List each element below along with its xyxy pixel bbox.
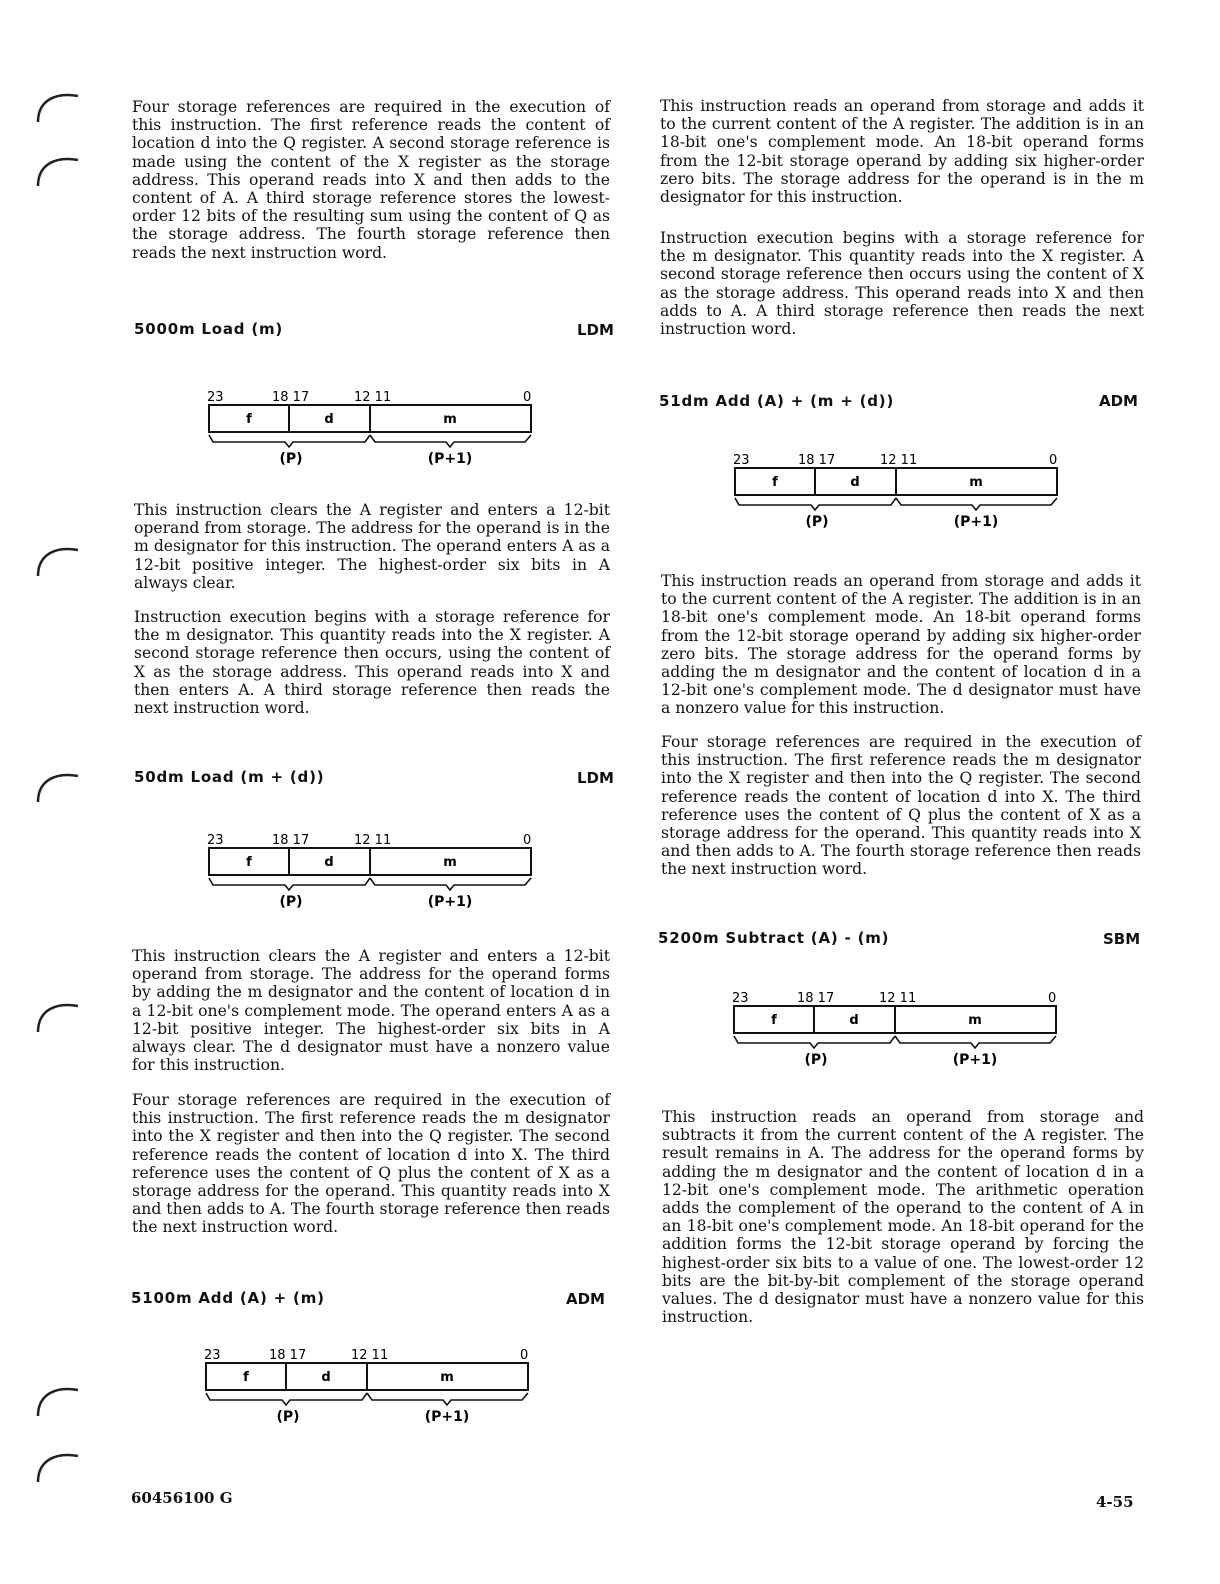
- word-bracket-p: [209, 435, 370, 447]
- section-title-50dm: 50dm Load (m + (d)): [134, 768, 325, 786]
- word-bracket-p1: [370, 878, 531, 890]
- section-title-5200m: 5200m Subtract (A) - (m): [658, 929, 890, 947]
- field-m: m: [440, 1370, 454, 1385]
- word-bracket-p1: [896, 498, 1057, 510]
- word-label-p1: (P+1): [427, 451, 473, 467]
- section-paragraph: Instruction execution begins with a storage reference for the m designator. This quantity reads into the X register. A second storage reference then occurs, using the content of X as the storage address. This operand reads into X and then enters A. A third storage reference then reads the next instruction word.: [134, 608, 610, 718]
- field-m: m: [443, 855, 457, 870]
- field-m: m: [443, 412, 457, 427]
- binder-hole: [32, 86, 82, 136]
- bit-label-0: 0: [523, 390, 532, 405]
- word-label-p1: (P+1): [424, 1409, 470, 1425]
- section-paragraph: This instruction reads an operand from storage and subtracts it from the current content of the A register. The result remains in A. The address for the operand forms by adding the m designator and the content of location d in a 12-bit one's complement mode. The arithmetic operation adds the complement of the operand to the content of A in an 18-bit one's complement mode. An 18-bit operand for the addition forms the 12-bit storage operand by forcing the highest-order six bits to a value of one. The lowest-order 12 bits are the bit-by-bit complement of the storage operand values. The d designator must have a nonzero value for this instruction.: [662, 1108, 1144, 1327]
- instruction-format-diagram: [205, 387, 545, 467]
- section-paragraph: Four storage references are required in the execution of this instruction. The first reference reads the m designator into the X register and then into the Q register. The second reference reads the content of location d into X. The third reference uses the content of Q plus the content of X as a storage address for the operand. This quantity reads into X and then adds to A. The fourth storage reference then reads the next instruction word.: [661, 733, 1141, 879]
- field-f: f: [243, 1370, 249, 1385]
- bit-label-23: 23: [207, 833, 224, 848]
- field-d: d: [324, 855, 334, 870]
- bit-label-18-17: 18 17: [272, 390, 310, 405]
- bit-label-0: 0: [523, 833, 532, 848]
- bit-label-12-11: 12 11: [354, 833, 392, 848]
- binder-hole: [32, 150, 82, 200]
- section-paragraph: This instruction clears the A register and enters a 12-bit operand from storage. The address for the operand forms by adding the m designator and the content of location d in a 12-bit one's complement mode. The operand enters A as a 12-bit positive integer. The highest-order six bits in A always clear. The d designator must have a nonzero value for this instruction.: [132, 947, 610, 1075]
- bit-label-23: 23: [204, 1348, 221, 1363]
- right-intro-paragraph: Instruction execution begins with a storage reference for the m designator. This quantity reads into the X register. A second storage reference then occurs using the content of X as the storage address. This operand reads into X and then adds to A. A third storage reference then reads the next instruction word.: [660, 229, 1144, 339]
- field-m: m: [969, 475, 983, 490]
- bit-label-0: 0: [520, 1348, 529, 1363]
- section-paragraph: This instruction reads an operand from storage and adds it to the current content of the A register. The addition is in an 18-bit one's complement mode. An 18-bit operand forms from the 12-bit storage operand by adding six higher-order zero bits. The storage address for the operand forms by adding the m designator and the content of location d in a 12-bit one's complement mode. The d designator must have a nonzero value for this instruction.: [661, 572, 1141, 718]
- field-d: d: [849, 1013, 859, 1028]
- left-intro-paragraph: Four storage references are required in the execution of this instruction. The first reference reads the content of location d into the Q register. A second storage reference is made using the content of the X register as the storage address. This operand reads into X and then adds to the content of A. A third storage reference stores the lowest-order 12 bits of the resulting sum using the content of Q as the storage address. The fourth storage reference then reads the next instruction word.: [132, 98, 610, 262]
- word-bracket-p1: [895, 1036, 1056, 1048]
- section-mnemonic-50dm: LDM: [577, 769, 614, 787]
- binder-hole: [32, 540, 82, 590]
- field-f: f: [246, 412, 252, 427]
- word-bracket-p: [209, 878, 370, 890]
- section-paragraph: This instruction clears the A register and enters a 12-bit operand from storage. The address for the operand is in the m designator for this instruction. The operand enters A as a 12-bit positive integer. The highest-order six bits in A always clear.: [134, 501, 610, 592]
- word-label-p1: (P+1): [952, 1052, 998, 1068]
- field-d: d: [324, 412, 334, 427]
- bit-label-18-17: 18 17: [798, 453, 836, 468]
- bit-label-0: 0: [1049, 453, 1058, 468]
- section-mnemonic-5200m: SBM: [1103, 930, 1141, 948]
- field-d: d: [850, 475, 860, 490]
- field-d: d: [321, 1370, 331, 1385]
- binder-hole: [32, 1380, 82, 1430]
- bit-label-0: 0: [1048, 991, 1057, 1006]
- binder-hole: [32, 996, 82, 1046]
- bit-label-18-17: 18 17: [272, 833, 310, 848]
- bit-label-12-11: 12 11: [354, 390, 392, 405]
- field-f: f: [246, 855, 252, 870]
- section-mnemonic-5000m: LDM: [577, 321, 614, 339]
- binder-hole: [32, 1446, 82, 1496]
- word-bracket-p: [734, 1036, 895, 1048]
- word-label-p: (P): [276, 1409, 300, 1425]
- word-label-p: (P): [805, 514, 829, 530]
- section-paragraph: Four storage references are required in the execution of this instruction. The first reference reads the m designator into the X register and then into the Q register. The second reference reads the content of location d into X. The third reference uses the content of Q plus the content of X as a storage address for the operand. This quantity reads into X and then adds to A. The fourth storage reference then reads the next instruction word.: [132, 1091, 610, 1237]
- field-f: f: [771, 1013, 777, 1028]
- section-mnemonic-51dm: ADM: [1099, 392, 1138, 410]
- page-number: 4-55: [1096, 1493, 1134, 1511]
- word-label-p: (P): [279, 451, 303, 467]
- word-bracket-p: [206, 1393, 367, 1405]
- bit-label-12-11: 12 11: [351, 1348, 389, 1363]
- bit-label-23: 23: [733, 453, 750, 468]
- section-title-5100m: 5100m Add (A) + (m): [131, 1289, 325, 1307]
- word-label-p: (P): [279, 894, 303, 910]
- bit-label-18-17: 18 17: [269, 1348, 307, 1363]
- section-mnemonic-5100m: ADM: [566, 1290, 605, 1308]
- field-f: f: [772, 475, 778, 490]
- word-bracket-p1: [370, 435, 531, 447]
- binder-hole: [32, 766, 82, 816]
- word-label-p1: (P+1): [427, 894, 473, 910]
- bit-label-12-11: 12 11: [880, 453, 918, 468]
- word-bracket-p1: [367, 1393, 528, 1405]
- field-m: m: [968, 1013, 982, 1028]
- instruction-format-diagram: [202, 1345, 542, 1425]
- word-label-p1: (P+1): [953, 514, 999, 530]
- bit-label-23: 23: [732, 991, 749, 1006]
- bit-label-12-11: 12 11: [879, 991, 917, 1006]
- document-number: 60456100 G: [131, 1489, 233, 1507]
- right-intro-paragraph: This instruction reads an operand from storage and adds it to the current content of the A register. The addition is in an 18-bit one's complement mode. An 18-bit operand forms from the 12-bit storage operand by adding six higher-order zero bits. The storage address for the operand is in the m designator for this instruction.: [660, 97, 1144, 207]
- word-bracket-p: [735, 498, 896, 510]
- word-label-p: (P): [804, 1052, 828, 1068]
- instruction-format-diagram: [731, 450, 1071, 530]
- section-title-51dm: 51dm Add (A) + (m + (d)): [659, 392, 895, 410]
- instruction-format-diagram: [205, 830, 545, 910]
- instruction-format-diagram: [730, 988, 1070, 1068]
- section-title-5000m: 5000m Load (m): [134, 320, 284, 338]
- bit-label-23: 23: [207, 390, 224, 405]
- bit-label-18-17: 18 17: [797, 991, 835, 1006]
